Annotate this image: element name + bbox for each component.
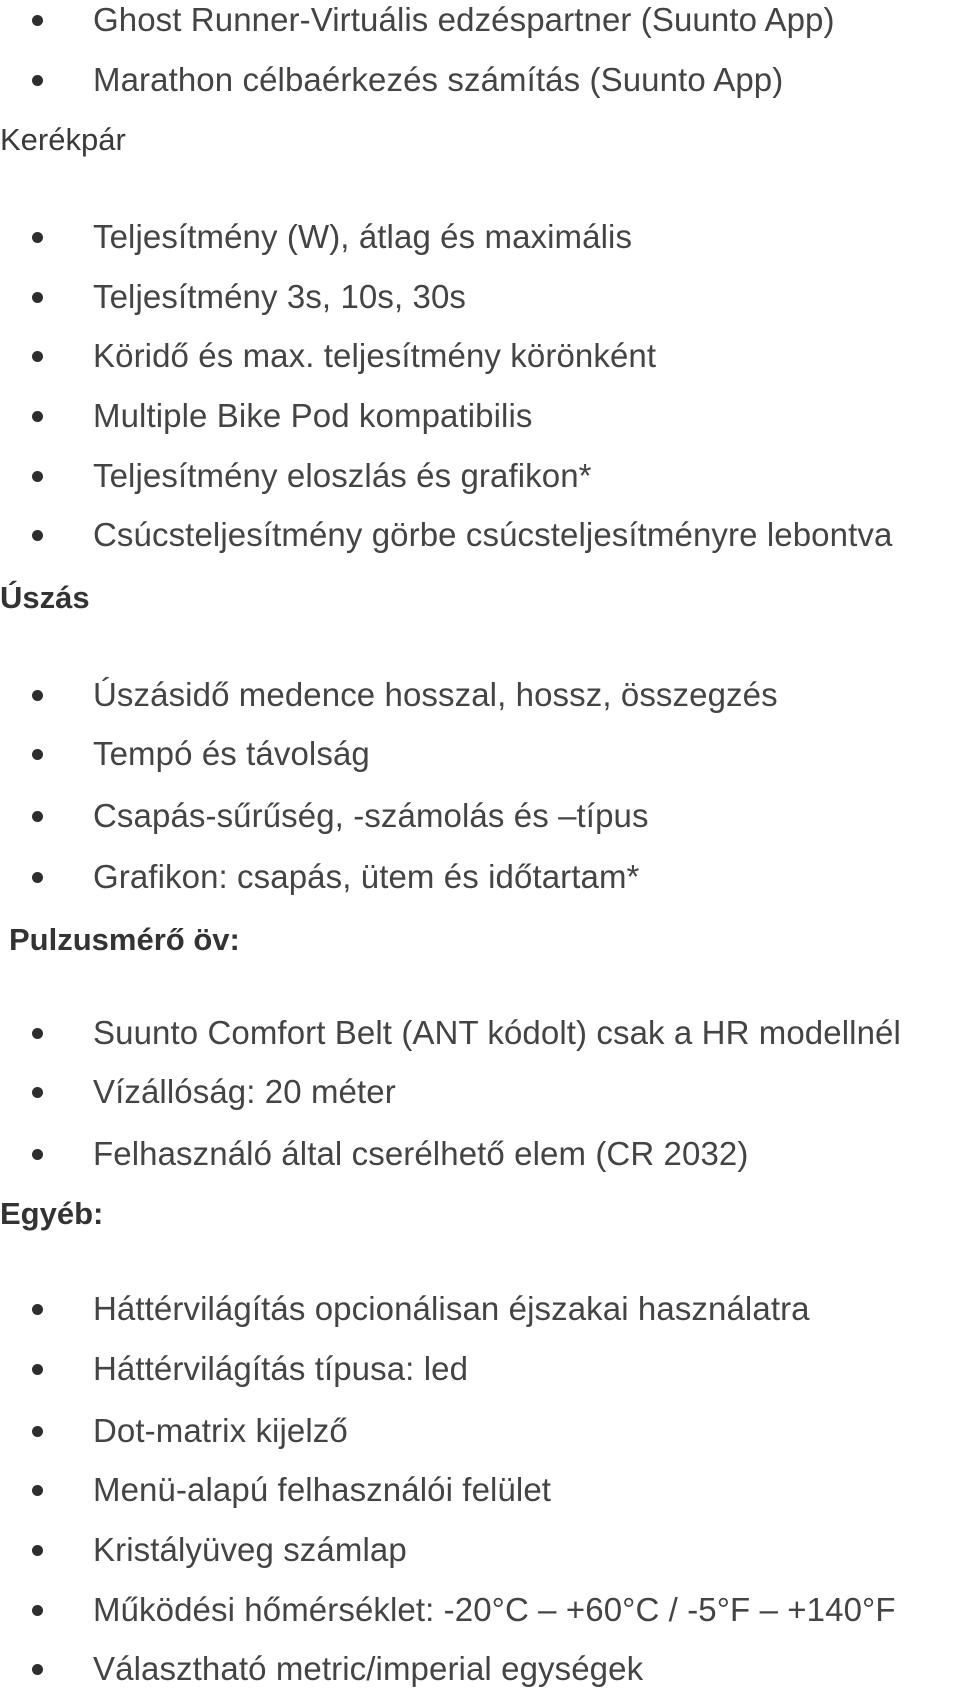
bullet-icon [32, 1304, 43, 1315]
bullet-icon [32, 351, 43, 362]
bullet-icon [32, 1028, 43, 1039]
list-item-text: Tempó és távolság [93, 735, 370, 772]
bullet-icon [32, 872, 43, 883]
section-heading-swimming: Úszás [0, 580, 90, 615]
bullet-icon [32, 75, 43, 86]
bullet-icon [32, 1426, 43, 1437]
bullet-icon [32, 1664, 43, 1675]
bullet-icon [32, 1485, 43, 1496]
list-item-text: Csapás-sűrűség, -számolás és –típus [93, 797, 649, 834]
bullet-icon [32, 690, 43, 701]
list-item-text: Kristályüveg számlap [93, 1531, 407, 1568]
bullet-icon [32, 232, 43, 243]
list-item-text: Háttérvilágítás típusa: led [93, 1350, 469, 1387]
list-item-text: Teljesítmény 3s, 10s, 30s [93, 278, 467, 315]
section-heading-other: Egyéb: [0, 1196, 104, 1231]
bullet-icon [32, 1087, 43, 1098]
list-item-text: Csúcsteljesítmény görbe csúcsteljesítményre lebontva [93, 516, 893, 553]
list-item-text: Multiple Bike Pod kompatibilis [93, 397, 533, 434]
bullet-icon [32, 1364, 43, 1375]
bullet-icon [32, 1605, 43, 1616]
list-item-text: Teljesítmény eloszlás és grafikon* [93, 457, 592, 494]
bullet-icon [32, 530, 43, 541]
list-item-text: Ghost Runner-Virtuális edzéspartner (Suunto App) [93, 1, 835, 38]
section-heading-heart-rate-belt: Pulzusmérő öv: [9, 922, 240, 957]
list-item-text: Úszásidő medence hosszal, hossz, összegzés [93, 676, 778, 713]
bullet-icon [32, 411, 43, 422]
list-item-text: Felhasználó által cserélhető elem (CR 2032) [93, 1135, 749, 1172]
list-item-text: Működési hőmérséklet: -20°C – +60°C / -5°F – +140°F [93, 1591, 896, 1628]
bullet-icon [32, 811, 43, 822]
list-item-text: Menü-alapú felhasználói felület [93, 1471, 552, 1508]
list-item-text: Grafikon: csapás, ütem és időtartam* [93, 858, 640, 895]
list-item-text: Marathon célbaérkezés számítás (Suunto App) [93, 61, 784, 98]
bullet-icon [32, 15, 43, 26]
list-item-text: Vízállóság: 20 méter [93, 1073, 396, 1110]
list-item-text: Dot-matrix kijelző [93, 1412, 348, 1449]
list-item-text: Háttérvilágítás opcionálisan éjszakai használatra [93, 1290, 810, 1327]
bullet-icon [32, 1149, 43, 1160]
bullet-icon [32, 1545, 43, 1556]
bullet-icon [32, 749, 43, 760]
bullet-icon [32, 471, 43, 482]
section-heading-cycling: Kerékpár [0, 122, 126, 157]
list-item-text: Köridő és max. teljesítmény körönként [93, 337, 657, 374]
bullet-icon [32, 292, 43, 303]
list-item-text: Teljesítmény (W), átlag és maximális [93, 218, 633, 255]
list-item-text: Választható metric/imperial egységek [93, 1650, 644, 1687]
list-item-text: Suunto Comfort Belt (ANT kódolt) csak a HR modellnél [93, 1014, 901, 1051]
